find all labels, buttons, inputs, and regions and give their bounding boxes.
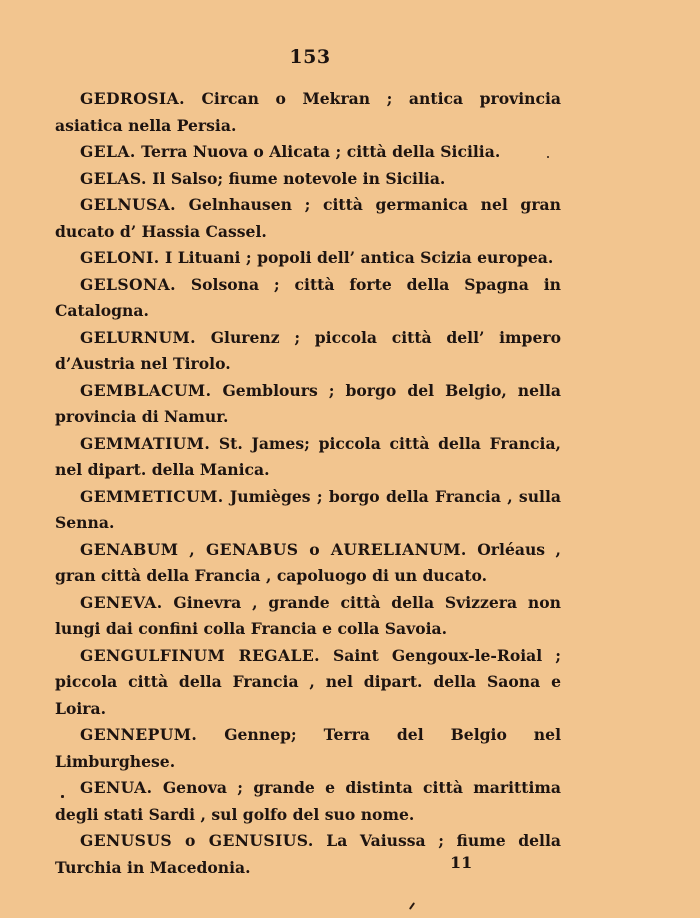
- ink-speck: [61, 795, 64, 798]
- entry-definition: Gelnhausen ; città germanica nel gran ducato d’ Hassia Cassel.: [55, 195, 561, 241]
- entry-item: [55, 86, 561, 139]
- entry-headword: GELNUSA.: [80, 195, 177, 214]
- ink-speck: [547, 156, 549, 158]
- entry-item: [55, 272, 561, 325]
- entry-item: [55, 245, 561, 272]
- entry-headword: GENUA.: [80, 778, 153, 797]
- ink-speck: [409, 902, 415, 910]
- entry-headword: GELAS.: [80, 168, 147, 188]
- entry-item: [55, 139, 561, 166]
- entry-item: [55, 166, 561, 193]
- entry-headword: GELA.: [80, 142, 136, 161]
- entry-definition: Il Salso; fiume notevole in Sicilia.: [152, 168, 446, 188]
- entry-item: [55, 537, 561, 590]
- entry-headword: GELSONA.: [80, 274, 176, 294]
- entry-headword: GELONI.: [80, 248, 160, 267]
- entry-definition: Saint Gengoux-le-Roial ; piccola città della Francia , nel dipart. della Saona e Loira.: [55, 645, 561, 718]
- entry-headword: GEDROSIA.: [80, 89, 185, 108]
- entry-item: [55, 590, 561, 643]
- entry-definition: Genova ; grande e distinta città marittima degli stati Sardi , sul golfo del suo nome.: [55, 778, 561, 824]
- entry-definition: Glurenz ; piccola città dell’ impero d’Austria nel Tirolo.: [55, 327, 561, 373]
- entry-definition: Solsona ; città forte della Spagna in Catalogna.: [55, 274, 561, 320]
- entry-item: [55, 643, 561, 723]
- entry-item: [55, 775, 561, 828]
- entry-headword: GEMMETICUM.: [80, 486, 224, 506]
- entry-definition: St. James; piccola città della Francia, nel dipart. della Manica.: [55, 433, 561, 479]
- entry-definition: La Vaiussa ; fiume della Turchia in Macedonia.: [55, 831, 561, 877]
- entry-definition: Orléaus , gran città della Francia , capoluogo di un ducato.: [55, 539, 561, 585]
- entry-item: [55, 192, 561, 245]
- entry-definition: Jumièges ; borgo della Francia , sulla Senna.: [55, 486, 561, 532]
- entry-definition: Gemblours ; borgo del Belgio, nella provincia di Namur.: [55, 380, 561, 426]
- entry-headword: GELURNUM.: [80, 327, 197, 347]
- entry-item: [55, 431, 561, 484]
- entry-list: [55, 86, 561, 881]
- entry-item: [55, 722, 561, 775]
- entry-headword: GENNEPUM.: [80, 725, 198, 744]
- entry-definition: Terra Nuova o Alicata ; città della Sicilia.: [141, 142, 501, 161]
- page-number: 153: [289, 46, 331, 68]
- entry-headword: GENEVA.: [80, 592, 163, 612]
- entry-headword: GENUSUS o GENUSIUS.: [80, 831, 314, 850]
- entry-definition: I Lituani ; popoli dell’ antica Scizia europea.: [164, 248, 554, 267]
- signature-mark: 11: [450, 850, 490, 876]
- entry-headword: GEMMATIUM.: [80, 433, 211, 453]
- entry-definition: Ginevra , grande città della Svizzera non lungi dai confini colla Francia e colla Savoia.: [55, 592, 561, 638]
- entry-headword: GENABUM , GENABUS o AURELIANUM.: [80, 539, 467, 559]
- entry-definition: Circan o Mekran ; antica provincia asiatica nella Persia.: [55, 89, 561, 135]
- entry-definition: Gennep; Terra del Belgio nel Limburghese.: [55, 725, 561, 771]
- entry-item: [55, 484, 561, 537]
- entry-headword: GENGULFINUM REGALE.: [80, 645, 320, 665]
- entry-item: [55, 378, 561, 431]
- entry-headword: GEMBLACUM.: [80, 380, 212, 400]
- entry-item: [55, 325, 561, 378]
